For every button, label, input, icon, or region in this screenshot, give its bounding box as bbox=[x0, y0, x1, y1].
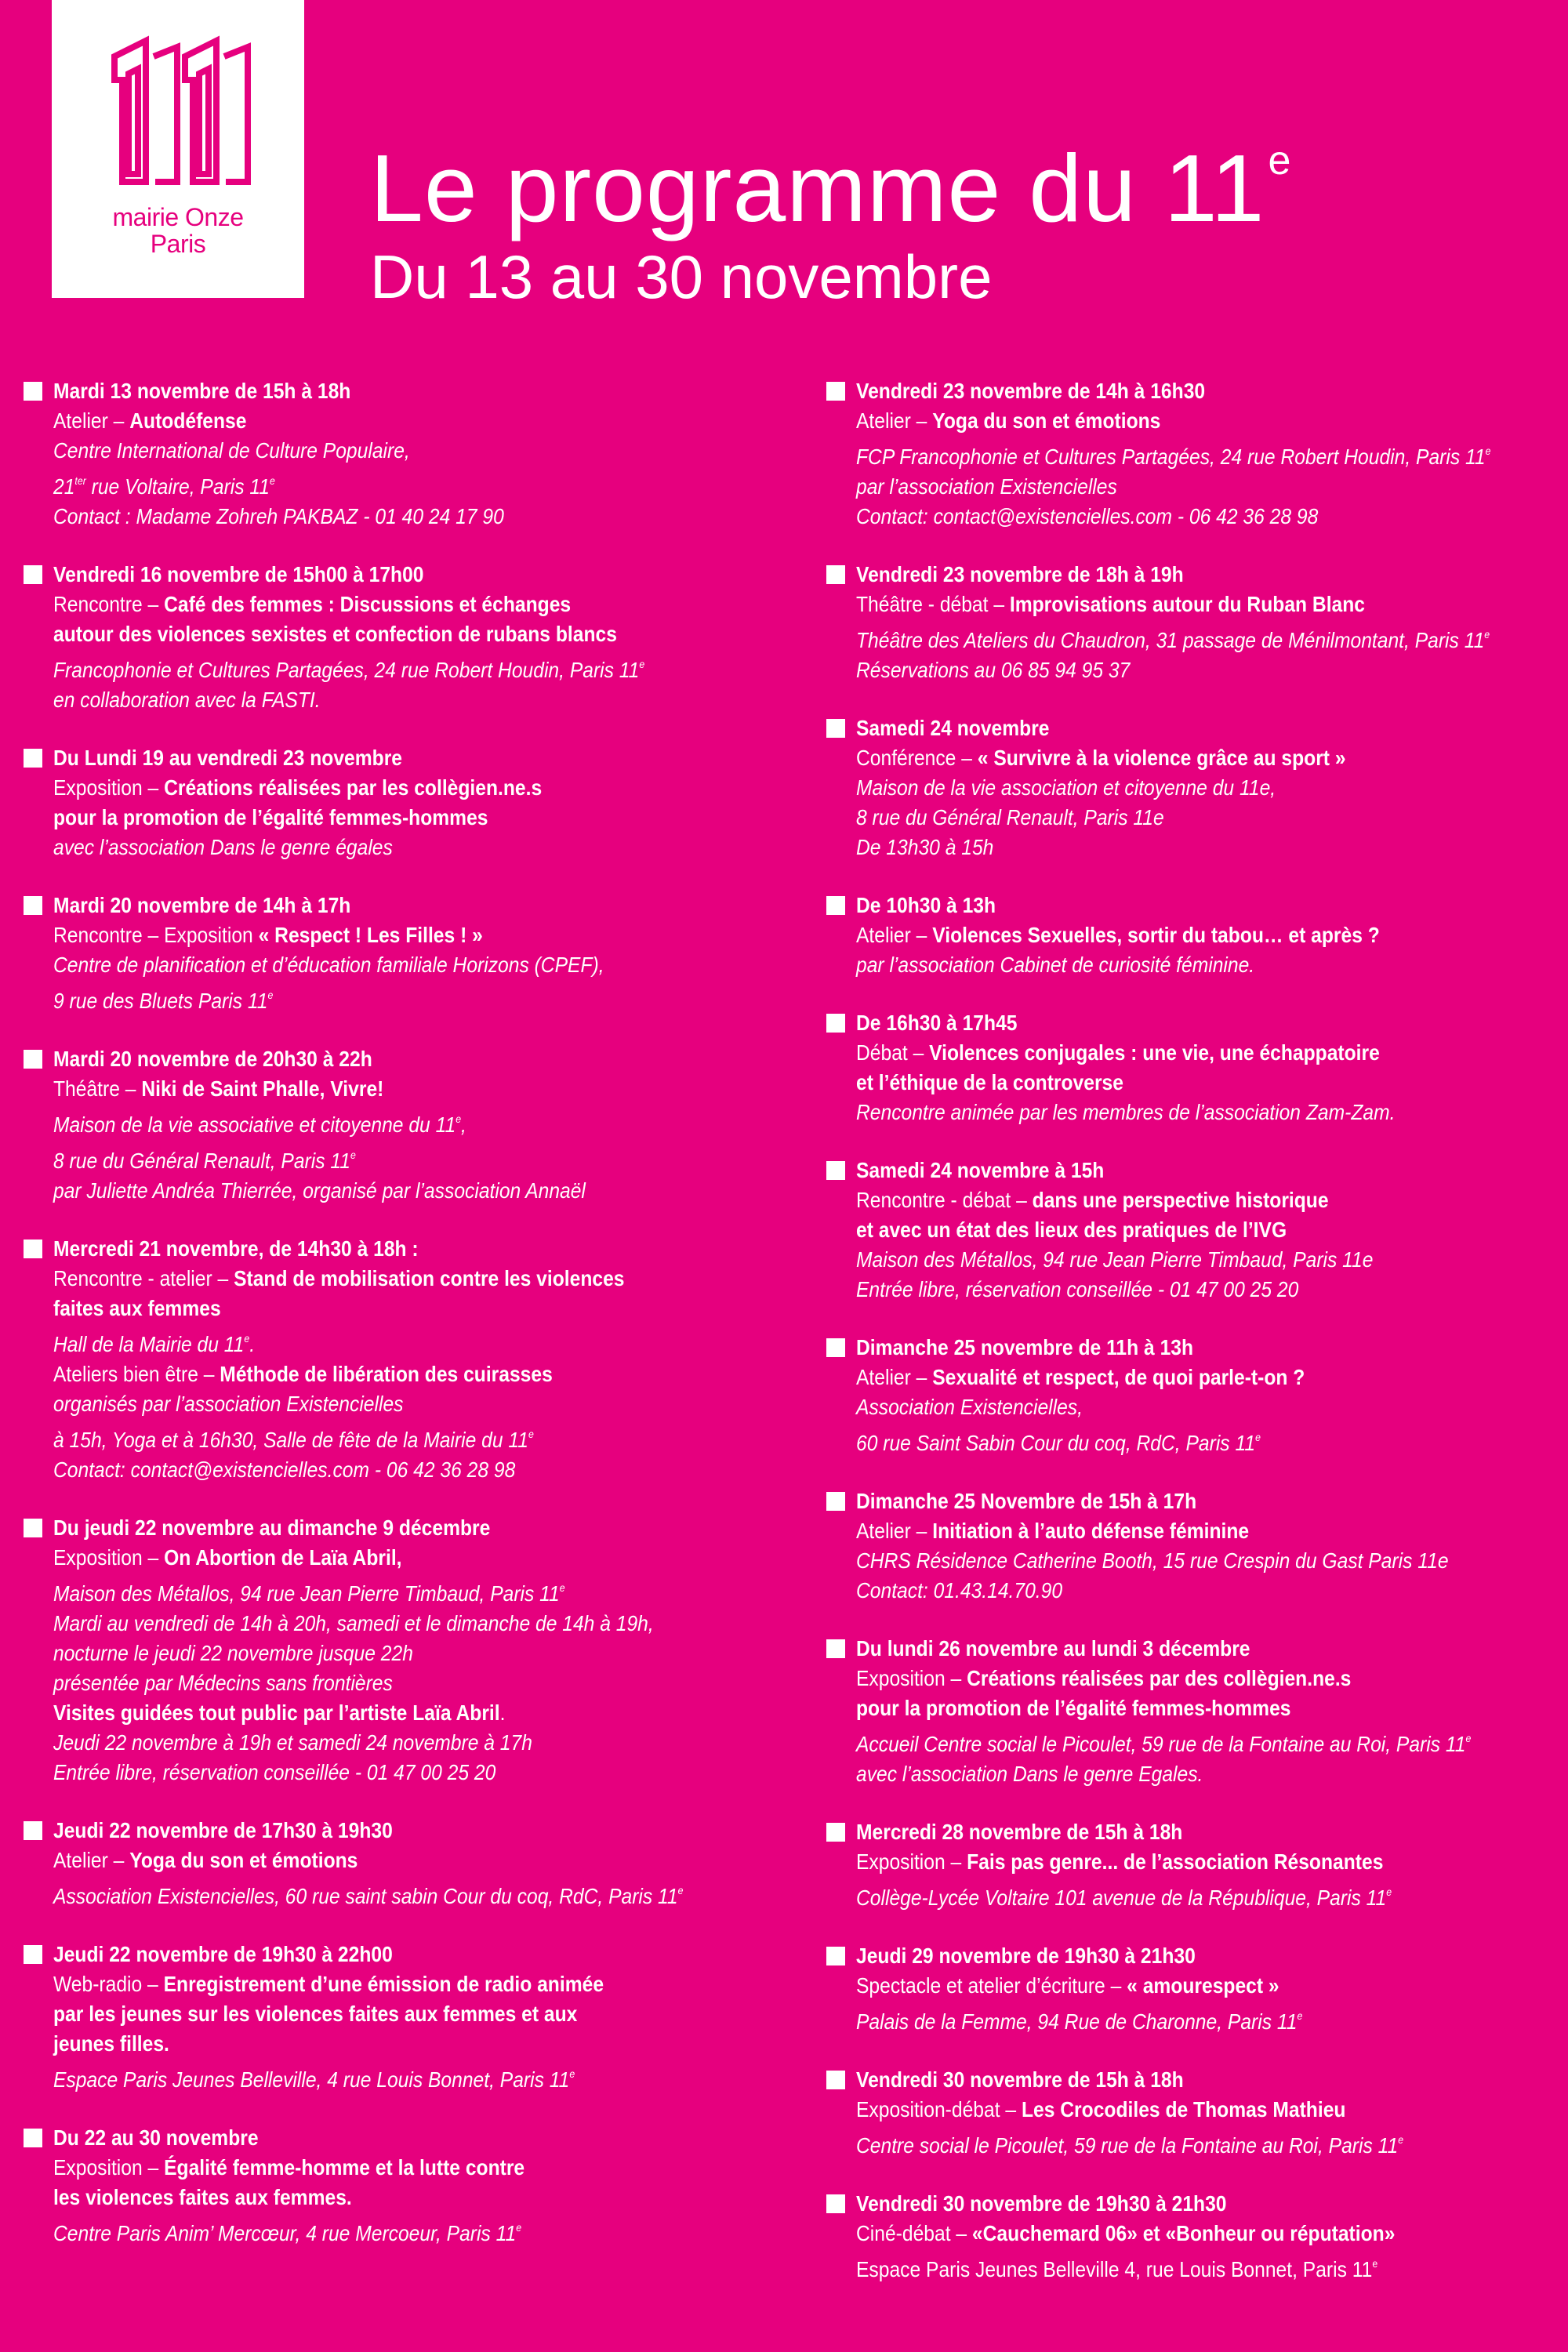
event-title-line bbox=[53, 1543, 689, 1573]
event-title-line bbox=[856, 1971, 1492, 2001]
event-date: Mercredi 28 novembre de 15h à 18h bbox=[856, 1820, 1183, 1844]
ordinal-suffix: e bbox=[528, 1428, 534, 1440]
event-date: Vendredi 23 novembre de 14h à 16h30 bbox=[856, 379, 1206, 403]
event-title-line bbox=[856, 1068, 1492, 1098]
event-item bbox=[826, 713, 1568, 862]
event-title-line bbox=[53, 406, 689, 436]
event-venue-line bbox=[53, 1323, 689, 1359]
event-type-label: Théâtre – bbox=[53, 1076, 142, 1101]
event-title: « Respect ! Les Filles ! » bbox=[258, 923, 483, 947]
event-title-line bbox=[856, 2219, 1492, 2249]
event-title: Égalité femme-homme et la lutte contre bbox=[164, 2155, 525, 2180]
event-detail-text: nocturne le jeudi 22 novembre jusque 22h bbox=[53, 1641, 413, 1665]
event-venue-line bbox=[53, 1419, 689, 1455]
event-title-line bbox=[856, 1847, 1492, 1877]
bullet-square-icon bbox=[826, 896, 845, 915]
event-detail-text: par l’association Existencielles bbox=[856, 474, 1117, 499]
event-detail-text: Théâtre des Ateliers du Chaudron, 31 passage de Ménilmontant, Paris 11 bbox=[856, 628, 1485, 652]
event-venue-line bbox=[53, 1758, 689, 1788]
event-venue-line bbox=[53, 649, 689, 685]
event-detail-text: CHRS Résidence Catherine Booth, 15 rue Crespin du Gast Paris 11e bbox=[856, 1548, 1449, 1573]
event-title: autour des violences sexistes et confection de rubans blancs bbox=[53, 622, 617, 646]
event-venue-line bbox=[53, 1609, 689, 1639]
event-title: et l’éthique de la controverse bbox=[856, 1070, 1123, 1094]
event-title: Improvisations autour du Ruban Blanc bbox=[1009, 592, 1366, 616]
event-detail-text: Rencontre animée par les membres de l’association Zam-Zam. bbox=[856, 1100, 1396, 1124]
event-venue-line bbox=[856, 1759, 1492, 1789]
event-detail-text: 60 rue Saint Sabin Cour du coq, RdC, Paris 11 bbox=[856, 1431, 1256, 1455]
event-venue-line bbox=[53, 1176, 689, 1206]
event-detail-text: 21 bbox=[53, 474, 75, 499]
event-title-line bbox=[53, 2153, 689, 2183]
event-item bbox=[24, 1234, 776, 1485]
event-title-line bbox=[53, 1698, 689, 1728]
event-title-line bbox=[856, 2249, 1492, 2285]
event-item bbox=[24, 376, 776, 532]
event-detail-text: par l’association Cabinet de curiosité féminine. bbox=[856, 953, 1255, 977]
event-venue-line bbox=[856, 2125, 1492, 2161]
event-type-label: Spectacle et atelier d’écriture – bbox=[856, 1973, 1127, 1998]
event-detail-text: Maison des Métallos, 94 rue Jean Pierre Timbaud, Paris 11 bbox=[53, 1581, 560, 1606]
ordinal-suffix: e bbox=[569, 2067, 575, 2080]
event-title-line bbox=[856, 1693, 1492, 1723]
event-title-line bbox=[856, 590, 1492, 619]
events-column-right bbox=[826, 376, 1568, 2313]
page-title bbox=[370, 110, 1291, 239]
event-title: Fais pas genre... de l’association Résonantes bbox=[967, 1849, 1384, 1874]
event-venue-line bbox=[856, 1576, 1492, 1606]
event-type-label: Atelier – bbox=[856, 1519, 933, 1543]
event-type-label: Exposition – bbox=[53, 2155, 165, 2180]
event-title-line bbox=[53, 1359, 689, 1389]
event-title-line bbox=[856, 406, 1492, 436]
event-title-line bbox=[53, 1846, 689, 1875]
event-title: les violences faites aux femmes. bbox=[53, 2185, 352, 2209]
event-date: Samedi 24 novembre à 15h bbox=[856, 1158, 1105, 1182]
event-detail-text: à 15h, Yoga et à 16h30, Salle de fête de la Mairie du 11 bbox=[53, 1428, 528, 1452]
event-detail-text: Jeudi 22 novembre à 19h et samedi 24 novembre à 17h bbox=[53, 1730, 532, 1755]
page-title-sup: e bbox=[1268, 138, 1292, 183]
event-title: Niki de Saint Phalle, Vivre! bbox=[141, 1076, 384, 1101]
event-date: Jeudi 29 novembre de 19h30 à 21h30 bbox=[856, 1944, 1196, 1968]
event-type-label: Ciné-débat – bbox=[856, 2221, 972, 2245]
bullet-square-icon bbox=[24, 1821, 42, 1840]
event-title: faites aux femmes bbox=[53, 1296, 221, 1320]
event-title-line bbox=[53, 920, 689, 950]
event-venue-line bbox=[53, 685, 689, 715]
event-venue-line bbox=[53, 1875, 689, 1911]
page-subtitle: Du 13 au 30 novembre bbox=[370, 242, 993, 311]
event-title-line bbox=[856, 1516, 1492, 1546]
event-title: pour la promotion de l’égalité femmes-hommes bbox=[53, 805, 488, 829]
event-title: pour la promotion de l’égalité femmes-hommes bbox=[856, 1696, 1291, 1720]
bullet-square-icon bbox=[24, 2129, 42, 2147]
event-title: dans une perspective historique bbox=[1032, 1188, 1329, 1212]
event-title: Créations réalisées par les collègien.ne.s bbox=[164, 775, 543, 800]
event-detail-text: Contact: 01.43.14.70.90 bbox=[856, 1578, 1063, 1602]
event-venue-line bbox=[53, 1455, 689, 1485]
mairie-logo bbox=[52, 0, 304, 298]
event-venue-line bbox=[856, 436, 1492, 472]
event-venue-line bbox=[53, 980, 689, 1016]
event-type-label: Exposition – bbox=[53, 1545, 165, 1570]
event-date: Dimanche 25 Novembre de 15h à 17h bbox=[856, 1489, 1197, 1513]
event-detail-text: Contact: contact@existencielles.com - 06 42 36 28 98 bbox=[856, 504, 1319, 528]
event-type-label: Atelier – bbox=[856, 923, 933, 947]
page-title-text: Le programme du 11 bbox=[370, 135, 1265, 241]
event-detail-text: 9 rue des Bluets Paris 11 bbox=[53, 989, 268, 1013]
event-item bbox=[826, 1817, 1568, 1913]
event-title: jeunes filles. bbox=[53, 2031, 169, 2056]
event-detail-text: avec l’association Dans le genre Egales. bbox=[856, 1762, 1203, 1786]
event-type-label: Rencontre - débat – bbox=[856, 1188, 1033, 1212]
event-type-label: Atelier – bbox=[53, 1848, 130, 1872]
event-item bbox=[826, 1008, 1568, 1127]
event-type-label: Atelier – bbox=[856, 408, 933, 433]
event-venue-line bbox=[53, 1573, 689, 1609]
event-title: Sexualité et respect, de quoi parle-t-on ? bbox=[932, 1365, 1305, 1389]
event-item bbox=[826, 376, 1568, 532]
event-title-line bbox=[856, 2095, 1492, 2125]
event-date: Du lundi 26 novembre au lundi 3 décembre bbox=[856, 1636, 1250, 1661]
ordinal-suffix: e bbox=[1398, 2133, 1404, 2146]
event-venue-line bbox=[53, 1639, 689, 1668]
event-detail-text: organisés par l’association Existencielles bbox=[53, 1392, 404, 1416]
event-detail-text: Contact: contact@existencielles.com - 06 42 36 28 98 bbox=[53, 1457, 516, 1482]
event-item bbox=[826, 1486, 1568, 1606]
event-title-line bbox=[53, 2029, 689, 2059]
event-detail-text: Collège-Lycée Voltaire 101 avenue de la République, Paris 11 bbox=[856, 1886, 1387, 1910]
event-title-line bbox=[53, 619, 689, 649]
bullet-square-icon bbox=[24, 1519, 42, 1537]
event-venue-line bbox=[53, 2212, 689, 2249]
bullet-square-icon bbox=[826, 2194, 845, 2213]
ordinal-suffix: e bbox=[1255, 1431, 1261, 1443]
event-detail-text: Association Existencielles, 60 rue saint sabin Cour du coq, RdC, Paris 11 bbox=[53, 1884, 678, 1908]
event-type-label: Web-radio – bbox=[53, 1972, 164, 1996]
event-title: Violences Sexuelles, sortir du tabou… et après ? bbox=[932, 923, 1380, 947]
event-detail-text: 8 rue du Général Renault, Paris 11e bbox=[856, 805, 1164, 829]
event-title: Violences conjugales : une vie, une échappatoire bbox=[929, 1040, 1380, 1065]
ordinal-suffix: e bbox=[1484, 628, 1490, 641]
event-venue-line bbox=[53, 1140, 689, 1176]
event-venue-line bbox=[856, 950, 1492, 980]
event-type-label: Débat – bbox=[856, 1040, 930, 1065]
event-detail-text: . bbox=[249, 1332, 256, 1356]
event-venue-line bbox=[856, 1275, 1492, 1305]
event-venue-line bbox=[856, 502, 1492, 532]
event-date: Du Lundi 19 au vendredi 23 novembre bbox=[53, 746, 403, 770]
event-type-label: Rencontre – Exposition bbox=[53, 923, 259, 947]
event-venue-line bbox=[856, 472, 1492, 502]
event-title: « Survivre à la violence grâce au sport » bbox=[977, 746, 1346, 770]
event-item bbox=[24, 1513, 776, 1788]
events-column-left bbox=[24, 376, 776, 2277]
event-venue-line bbox=[53, 1104, 689, 1140]
event-venue-line bbox=[856, 773, 1492, 803]
event-detail-text: Maison de la vie association et citoyenne du 11e, bbox=[856, 775, 1276, 800]
event-item bbox=[826, 1634, 1568, 1789]
event-detail-text: Francophonie et Cultures Partagées, 24 rue Robert Houdin, Paris 11 bbox=[53, 658, 640, 682]
bullet-square-icon bbox=[826, 2071, 845, 2089]
event-type-label: Espace Paris Jeunes Belleville 4, rue Louis Bonnet, Paris 11 bbox=[856, 2257, 1373, 2281]
event-date: Vendredi 30 novembre de 15h à 18h bbox=[856, 2067, 1184, 2092]
event-title: par les jeunes sur les violences faites aux femmes et aux bbox=[53, 2002, 578, 2026]
event-venue-line bbox=[53, 436, 689, 466]
event-type-label: Ateliers bien être – bbox=[53, 1362, 220, 1386]
ordinal-suffix: e bbox=[1465, 1732, 1472, 1744]
event-title: Autodéfense bbox=[129, 408, 247, 433]
event-venue-line bbox=[856, 1392, 1492, 1422]
event-title-line bbox=[856, 1185, 1492, 1215]
event-detail-text: , bbox=[461, 1112, 466, 1137]
event-date: De 16h30 à 17h45 bbox=[856, 1011, 1018, 1035]
event-type-label: Théâtre - débat – bbox=[856, 592, 1010, 616]
event-venue-line bbox=[856, 619, 1492, 655]
event-venue-line bbox=[856, 1723, 1492, 1759]
event-detail-text: en collaboration avec la FASTI. bbox=[53, 688, 321, 712]
logo-text-line2: Paris bbox=[150, 230, 206, 258]
event-title-line bbox=[856, 1363, 1492, 1392]
event-venue-line bbox=[53, 1389, 689, 1419]
event-type-label: Rencontre – bbox=[53, 592, 165, 616]
event-detail-text: Espace Paris Jeunes Belleville, 4 rue Louis Bonnet, Paris 11 bbox=[53, 2067, 570, 2092]
bullet-square-icon bbox=[826, 1492, 845, 1511]
event-venue-line bbox=[856, 803, 1492, 833]
event-date: Jeudi 22 novembre de 17h30 à 19h30 bbox=[53, 1818, 393, 1842]
event-detail-text: Réservations au 06 85 94 95 37 bbox=[856, 658, 1131, 682]
event-detail-text: Centre International de Culture Populaire, bbox=[53, 438, 410, 463]
ordinal-suffix: e bbox=[269, 474, 275, 487]
event-item bbox=[24, 743, 776, 862]
ordinal-suffix: e bbox=[1386, 1886, 1392, 1898]
event-title-line bbox=[856, 1215, 1492, 1245]
ordinal-suffix: e bbox=[1372, 2257, 1378, 2270]
event-title-line bbox=[53, 1294, 689, 1323]
event-detail-text: Accueil Centre social le Picoulet, 59 rue de la Fontaine au Roi, Paris 11 bbox=[856, 1732, 1466, 1756]
event-detail-text: De 13h30 à 15h bbox=[856, 835, 994, 859]
event-date: Jeudi 22 novembre de 19h30 à 22h00 bbox=[53, 1942, 393, 1966]
event-title: Yoga du son et émotions bbox=[129, 1848, 358, 1872]
event-item bbox=[826, 1333, 1568, 1458]
event-item bbox=[826, 891, 1568, 980]
ordinal-suffix: e bbox=[244, 1332, 250, 1345]
event-detail-text: 8 rue du Général Renault, Paris 11 bbox=[53, 1149, 350, 1173]
event-type-label: Atelier – bbox=[856, 1365, 933, 1389]
bullet-square-icon bbox=[826, 1639, 845, 1658]
event-venue-line bbox=[856, 655, 1492, 685]
event-title: « amourespect » bbox=[1127, 1973, 1279, 1998]
event-date: Dimanche 25 novembre de 11h à 13h bbox=[856, 1335, 1194, 1359]
event-title: Café des femmes : Discussions et échanges bbox=[164, 592, 572, 616]
event-title-line bbox=[53, 1074, 689, 1104]
ordinal-suffix: e bbox=[350, 1149, 356, 1161]
ordinal-suffix: e bbox=[559, 1581, 565, 1594]
event-title: Visites guidées tout public par l’artiste Laïa Abril bbox=[53, 1700, 500, 1725]
ordinal-suffix: ter bbox=[74, 474, 86, 487]
event-item bbox=[826, 1156, 1568, 1305]
event-title: Yoga du son et émotions bbox=[932, 408, 1161, 433]
event-venue-line bbox=[856, 2001, 1492, 2037]
event-title-line bbox=[53, 590, 689, 619]
event-item bbox=[24, 1816, 776, 1911]
event-venue-line bbox=[856, 1422, 1492, 1458]
event-detail-text: Mardi au vendredi de 14h à 20h, samedi et le dimanche de 14h à 19h, bbox=[53, 1611, 654, 1635]
event-title-line bbox=[856, 920, 1492, 950]
event-detail-text: Contact : Madame Zohreh PAKBAZ - 01 40 24 17 90 bbox=[53, 504, 504, 528]
bullet-square-icon bbox=[826, 719, 845, 738]
event-item bbox=[826, 560, 1568, 685]
event-title: On Abortion de Laïa Abril, bbox=[164, 1545, 402, 1570]
event-venue-line bbox=[53, 1728, 689, 1758]
event-title: «Cauchemard 06» et «Bonheur ou réputation» bbox=[971, 2221, 1396, 2245]
event-title: Initiation à l’auto défense féminine bbox=[932, 1519, 1250, 1543]
bullet-square-icon bbox=[826, 1823, 845, 1842]
event-detail-text: Centre Paris Anim’ Mercœur, 4 rue Mercoeur, Paris 11 bbox=[53, 2221, 517, 2245]
bullet-square-icon bbox=[826, 382, 845, 401]
event-detail-text: Centre social le Picoulet, 59 rue de la Fontaine au Roi, Paris 11 bbox=[856, 2133, 1399, 2158]
event-type-label: Exposition – bbox=[856, 1849, 967, 1874]
event-item bbox=[24, 1044, 776, 1206]
bullet-square-icon bbox=[24, 1945, 42, 1964]
event-date: Du 22 au 30 novembre bbox=[53, 2125, 259, 2150]
bullet-square-icon bbox=[24, 896, 42, 915]
event-title: Créations réalisées par des collègien.ne.s bbox=[967, 1666, 1352, 1690]
event-date: Mardi 20 novembre de 20h30 à 22h bbox=[53, 1047, 372, 1071]
bullet-square-icon bbox=[24, 565, 42, 584]
ordinal-suffix: e bbox=[267, 989, 274, 1001]
event-venue-line bbox=[53, 466, 689, 502]
event-item bbox=[24, 560, 776, 715]
event-type-label: Conférence – bbox=[856, 746, 978, 770]
event-title-line bbox=[856, 1038, 1492, 1068]
event-venue-line bbox=[53, 2059, 689, 2095]
event-item bbox=[826, 2065, 1568, 2161]
event-date: De 10h30 à 13h bbox=[856, 893, 996, 917]
event-venue-line bbox=[53, 950, 689, 980]
ordinal-suffix: e bbox=[1485, 445, 1491, 457]
event-detail-text: rue Voltaire, Paris 11 bbox=[85, 474, 270, 499]
event-title-line bbox=[53, 803, 689, 833]
event-title: Les Crocodiles de Thomas Mathieu bbox=[1021, 2097, 1346, 2122]
event-detail-text: FCP Francophonie et Cultures Partagées, 24 rue Robert Houdin, Paris 11 bbox=[856, 445, 1486, 469]
event-title-line bbox=[53, 1999, 689, 2029]
bullet-square-icon bbox=[826, 1014, 845, 1033]
event-title-line bbox=[53, 1969, 689, 1999]
event-venue-line bbox=[53, 1668, 689, 1698]
event-date: Mardi 20 novembre de 14h à 17h bbox=[53, 893, 351, 917]
event-title: Enregistrement d’une émission de radio animée bbox=[163, 1972, 604, 1996]
bullet-square-icon bbox=[826, 1947, 845, 1965]
event-venue-line bbox=[53, 833, 689, 862]
event-title: et avec un état des lieux des pratiques de l’IVG bbox=[856, 1218, 1287, 1242]
bullet-square-icon bbox=[24, 1240, 42, 1258]
bullet-square-icon bbox=[826, 1161, 845, 1180]
event-item bbox=[826, 1941, 1568, 2037]
event-detail-text: Maison des Métallos, 94 rue Jean Pierre Timbaud, Paris 11e bbox=[856, 1247, 1374, 1272]
event-type-label: Atelier – bbox=[53, 408, 130, 433]
ordinal-suffix: e bbox=[677, 1884, 684, 1896]
event-title-line bbox=[53, 2183, 689, 2212]
event-date: Vendredi 16 novembre de 15h00 à 17h00 bbox=[53, 562, 424, 586]
event-date: Mardi 13 novembre de 15h à 18h bbox=[53, 379, 351, 403]
event-date: Du jeudi 22 novembre au dimanche 9 décembre bbox=[53, 1515, 491, 1540]
event-item bbox=[24, 2123, 776, 2249]
event-date: Vendredi 30 novembre de 19h30 à 21h30 bbox=[856, 2191, 1227, 2216]
event-title-line bbox=[856, 743, 1492, 773]
bullet-square-icon bbox=[24, 749, 42, 768]
event-type-label: Rencontre - atelier – bbox=[53, 1266, 234, 1290]
event-detail-text: Hall de la Mairie du 11 bbox=[53, 1332, 245, 1356]
event-type-label: Exposition-débat – bbox=[856, 2097, 1022, 2122]
event-venue-line bbox=[856, 1877, 1492, 1913]
event-venue-line bbox=[53, 502, 689, 532]
ordinal-suffix: e bbox=[639, 658, 645, 670]
bullet-square-icon bbox=[24, 382, 42, 401]
event-detail-text: présentée par Médecins sans frontières bbox=[53, 1671, 393, 1695]
event-detail-text: Entrée libre, réservation conseillée - 01 47 00 25 20 bbox=[856, 1277, 1299, 1301]
event-type-label: Exposition – bbox=[856, 1666, 967, 1690]
event-title-line bbox=[53, 773, 689, 803]
event-item bbox=[24, 1940, 776, 2095]
event-type-label: Exposition – bbox=[53, 775, 165, 800]
ordinal-suffix: e bbox=[456, 1112, 462, 1125]
event-title-line bbox=[53, 1264, 689, 1294]
event-detail-text: Entrée libre, réservation conseillée - 01 47 00 25 20 bbox=[53, 1760, 496, 1784]
event-detail-text: Maison de la vie associative et citoyenne du 11 bbox=[53, 1112, 456, 1137]
event-title: Stand de mobilisation contre les violences bbox=[234, 1266, 625, 1290]
event-venue-line bbox=[856, 1098, 1492, 1127]
event-date: Mercredi 21 novembre, de 14h30 à 18h : bbox=[53, 1236, 419, 1261]
bullet-square-icon bbox=[24, 1050, 42, 1069]
event-item bbox=[24, 891, 776, 1016]
event-venue-line bbox=[856, 1546, 1492, 1576]
event-detail-text: avec l’association Dans le genre égales bbox=[53, 835, 393, 859]
event-detail-text: Centre de planification et d’éducation familiale Horizons (CPEF), bbox=[53, 953, 604, 977]
ordinal-suffix: e bbox=[1297, 2009, 1303, 2022]
event-detail-text: . bbox=[499, 1700, 506, 1725]
event-venue-line bbox=[856, 1245, 1492, 1275]
event-title-line bbox=[856, 1664, 1492, 1693]
bullet-square-icon bbox=[826, 565, 845, 584]
event-venue-line bbox=[856, 833, 1492, 862]
event-detail-text: Association Existencielles, bbox=[856, 1395, 1083, 1419]
event-detail-text: par Juliette Andréa Thierrée, organisé par l’association Annaël bbox=[53, 1178, 586, 1203]
event-date: Vendredi 23 novembre de 18h à 19h bbox=[856, 562, 1184, 586]
event-detail-text: Palais de la Femme, 94 Rue de Charonne, Paris 11 bbox=[856, 2009, 1298, 2034]
ordinal-suffix: e bbox=[516, 2221, 522, 2234]
logo-text-line1: mairie Onze bbox=[112, 203, 244, 231]
event-date: Samedi 24 novembre bbox=[856, 716, 1050, 740]
bullet-square-icon bbox=[826, 1338, 845, 1357]
eleven-logo-icon bbox=[99, 33, 256, 190]
event-item bbox=[826, 2189, 1568, 2285]
event-title: Méthode de libération des cuirasses bbox=[220, 1362, 553, 1386]
